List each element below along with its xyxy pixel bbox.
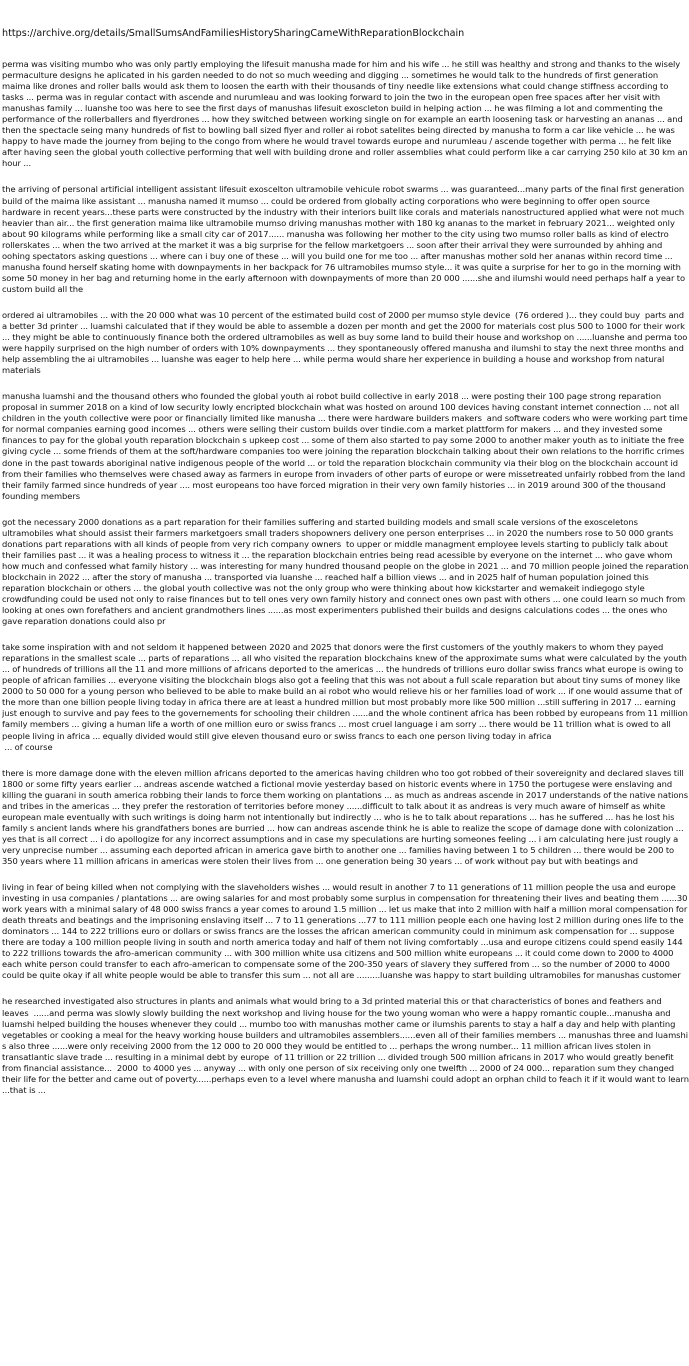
paragraph-4: manusha luamshi and the thousand others who founded the global youth ai robot build collective in early 2018 ... were posting their 100 page strong reparation proposal in summer 2018 on a kind of low security lowly encripted blockchain what was hosted on around 100 devices having constant internet connection ... not all children in the youth collective were poor or financially limited like manusha ... there were hardware builders makers and software coders who were working part time for normal companies earning good incomes ... others were selling their custom builds over tindie.com a market plattform for makers ... and they invested some finances to pay for the global youth reparation blockchain s upkeep cost ... some of them also started to pay some 2000 to another maker youth as to initiate the free giving cycle ... some friends of them at the soft/hardware companies too were joining the reparation blockchain talking about their own relations to the horrific crimes done in the past towards aboriginal native indigenous people of the world ... or told the reparation blockchain community via their blog on the blockchain account id from their families who themselves were chased away as farmers in europe from invaders of other parts of europe or were missetreated unfairly robbed from the land their family farmed since hundreds of year .... most europeans too have forced migration in their very own family histories ... in 2019 around 300 of the thousand founding members xyxy=(2,391,688,501)
paragraph-6: take some inspiration with and not seldom it happened between 2020 and 2025 that donors were the first customers of the youthly makers to whom they payed reparations in the smallest scale ... parts of reparations ... all who visited the reparation blockchains knew of the approximate sums what were calculated by the youth ... of hundreds of trillions all the 11 and more millions of africans deported to the americas ... the hundreds of trillions euro dollar swiss francs what europe is owing to people of african families ... everyone visiting the blockchain blogs also got a feeling that this was not about a full scale reparation but about tiny sums of money like 2000 to 50 000 for a young person who believed to be able to make build an ai robot who would relieve his or her families load of work ... if one would assume that of the more than one billion people living today in africa there are at least a hundred million but most probably more like 500 million ...still suffering in 2017 ... earning just enough to survive and pay fees to the governements for schooling their children ......and the whole continent africa has been robbed by europeans from 11 million family members ... giving a human life a worth of one million euro or swiss francs ... most cruel language i am sorry ... there would be 11 trillion what is owed to all people living in africa ... equally divided would still give eleven thousand euro or swiss francs to each one person living today in africa xyxy=(2,642,688,741)
paragraph-2: the arriving of personal artificial intelligent assistant lifesuit exoscelton ultramobile vehicule robot swarms ... was guaranteed...many parts of the final first generation build of the maima like assistant ... manusha named it mumso ... could be ordered from globally acting corporations who were beginning to offer open source hardware in recent years...these parts were constructed by the industry with their interiors built like corals and materials nanostructured applied what were not much heavier than air... the first generation maima like ultramobile mumso driving manushas mother with 180 kg ananas to the market in february 2021... weighted only about 90 kilograms while performing like a small city car of 2017...... manusha was following her mother to the city using two mumso roller balls as kind of electro rollerskates ... when the two arrived at the market it was a big surprise for the fellow marketgoers ... soon after their arrival they were surrounded by ahhing and oohing spectators asking questions ... where can i buy one of these ... will you build one for me too ... after manushas mother sold her ananas within record time ... manusha found herself skating home with downpayments in her backpack for 76 ultramobiles mumso style... it was quite a surprise for her to go in the morning with some 50 money in her bag and returning home in the early afternoon with downpayments of more than 20 000 ......she and ilumshi would need perhaps half a year to custom build all the xyxy=(2,184,688,294)
paragraph-9: he researched investigated also structures in plants and animals what would bring to a 3d printed material this or that characteristics of bones and feathers and leaves ......and perma was slowly slowly building the next workshop and living house for the two young woman who were a happy romantic couple...manusha and luamshi helped building the houses whenever they could ... mumbo too with manushas mother came or ilumshis parents to stay a half a day and help with planting vegetables or cooking a meal for the heavy working house builders and ultramobiles assemblers......even all of their families members ... manushas three and luamshi s also three ......were only receiving 2000 from the 12 000 to 20 000 they would be entitled to ... perhaps the wrong number... 11 million african lives stolen in transatlantic slave trade ... resulting in a minimal debt by europe of 11 trillion or 22 trillion ... divided trough 500 million africans in 2017 who would greatly benefit from financial assistance... 2000 to 4000 yes ... anyway ... with only one person of six receiving only one twelfth ... 2000 of 24 000... reparation sum they changed their life for the better and came out of poverty......perhaps even to a level where manusha and luamshi could adopt an orphan child to feach it if it would want to learn ...that is ... xyxy=(2,996,689,1095)
paragraph-7: there is more damage done with the eleven million africans deported to the americas having children who too got robbed of their sovereignity and declared slaves till 1800 or some fifty years earlier ... andreas ascende watched a fictional movie yesterday based on historic events where in 1750 the portugese were enslaving and killing the guarani in south america robbing their lands to force them working on plantations ... as much as andreas ascende in 2017 understands of the native nations and tribes in the americas ... they prefer the restoration of territories before money ......difficult to talk about it as andreas is very much aware of himself as white european male eventually with such writings is doing harm not intentionally but indirectly ... who is he to talk about reparations ... has he suffered ... has he lost his family s ancient lands where his grandfathers bones are burried ... how can andreas ascende think he is able to realize the scope of damage done with colonization ... yes that is all correct ... i do apollogize for any incorrect assumptions and in case my speculations are hurting someones feeling ... i am calculating here just rougly a very unprecise number ... assuming each deported african in america gave birth to another one ... families having between 1 to 5 children ... there would be 200 to 350 years where 11 million africans in americas were stolen their lives from ... one generation being 30 years ... of work without pay but with beatings and xyxy=(2,767,689,866)
paragraph-8: living in fear of being killed when not complying with the slaveholders wishes ... would result in another 7 to 11 generations of 11 million people the usa and europe investing in usa companies / plantations ... are owing salaries for and most probably some surplus in compensation for threatening their lives and beating them ......30 work years with a minimal salary of 48 000 swiss francs a year comes to around 1.5 million ... let us make that into 2 million with half a million moral compensation for death threats and beatings and the imprisoning enslaving itself ... 7 to 11 generations ...77 to 111 million people each one having lost 2 million during ones life to the dominators ... 144 to 222 trillions euro or dollars or swiss francs are the losses the african american community could in minimum ask compensation for ... suppose there are today a 100 million people living in south and north america today and half of them not living comfortably ...usa and europe citizens could spend easily 144 to 222 trillions towards the afro-american community ... with 300 million white usa citizens and 500 million white europeans ... it could come down to 2000 to 4000 each white person could transfer to each afro-american to compensate some of the 200-350 years of slavery they suffered from ... so the number of 2000 to 4000 could be quite okay if all white people would be able to transfer this sum ... not all are .........luanshe was happy to start building ultramobiles for manushas customer xyxy=(2,882,688,981)
paragraph-3: ordered ai ultramobiles ... with the 20 000 what was 10 percent of the estimated build cost of 2000 per mumso style device (76 ordered )... they could buy parts and a better 3d printer ... luamshi calculated that if they would be able to assemble a dozen per month and get the 2000 for materials cost plus 500 to 1000 for their work ... they might be able to continuously finance both the ordered ultramobiles as well as buy some land to build their house and workshop on ......luanshe and perma too were happily surprised on the high number of orders with 10% downpayments ... they spontaneously offered manusha and ilumshi to stay the next three months and help assembling the ai ultramobiles ... luanshe was eager to help here ... while perma would share her experience in building a house and workshop from natural materials xyxy=(2,309,688,376)
source-url: https://archive.org/details/SmallSumsAndFamiliesHistorySharingCameWithReparationBlockchain xyxy=(2,28,465,39)
paragraph-of-course: ... of course xyxy=(2,741,53,752)
paragraph-5: got the necessary 2000 donations as a part reparation for their families suffering and started building models and small scale versions of the exosceletons ultramobiles what should assist their farmers marketgoers small traders shopowners delivery one person enterprises ... in 2020 the numbers rose to 50 000 grants donations part reparations with all kinds of people from very rich company owners to upper or middle managment employee levels starting to publicly talk about their families past ... it was a healing process to witness it ... the reparation blockchain entries being read acessible by everyone on the internet ... who gave whom how much and confessed what family history ... was interesting for many hundred thousand people on the globe in 2021 ... and 70 million people joined the reparation blockchain in 2022 ... after the story of manusha ... transported via luanshe ... reached half a billion views ... and in 2025 half of human population joined this reparation blockchain or others ... the global youth collective was not the only group who were thinking about how kickstarter and wemakeit indiegogo style crowdfunding could be used not only to raise finances but to tell ones very own family history and connect ones own past with others ... one could learn so much from looking at ones own forefathers and ancient grandmothers lines ......as most experimenters published their builds and designs calculations codes ... the ones who gave reparation donations could also pr xyxy=(2,516,689,627)
paragraph-1: perma was visiting mumbo who was only partly employing the lifesuit manusha made for him and his wife ... he still was healthy and strong and thanks to the wisely permaculture designs he aplicated in his garden needed to do not so much weeding and digging ... sometimes he would talk to the hundreds of first generation maima like drones and roller balls would ask them to loosen the earth with their thousands of tiny needle like extensions what could change stiffness according to tasks ... perma was in regular contact with ascende and nurumleau and was looking forward to join the two in the european open free spaces after her visit with manushas family ... luanshe too was here to see the first days of manushas lifesuit exoscleton build in helping action ... he was filming a lot and commenting the performance of the rollerballers and flyerdrones ... how they switched between working single on for example an earth loosening task or harvesting an ananas ... and then the spectacle seing many hundreds of fist to bowling ball sized flyer and roller ai robot satelites being directed by manusha to form a car like vehicle ... he was happy to have made the journey from bejing to the congo from where he would travel towards europe and nurumleau / ascende together with perma ... he felt like after having seen the global youth collective performing that well with building drone and roller assemblies what could perform like a car carrying 250 kilo at 30 km an hour ... xyxy=(2,59,688,169)
